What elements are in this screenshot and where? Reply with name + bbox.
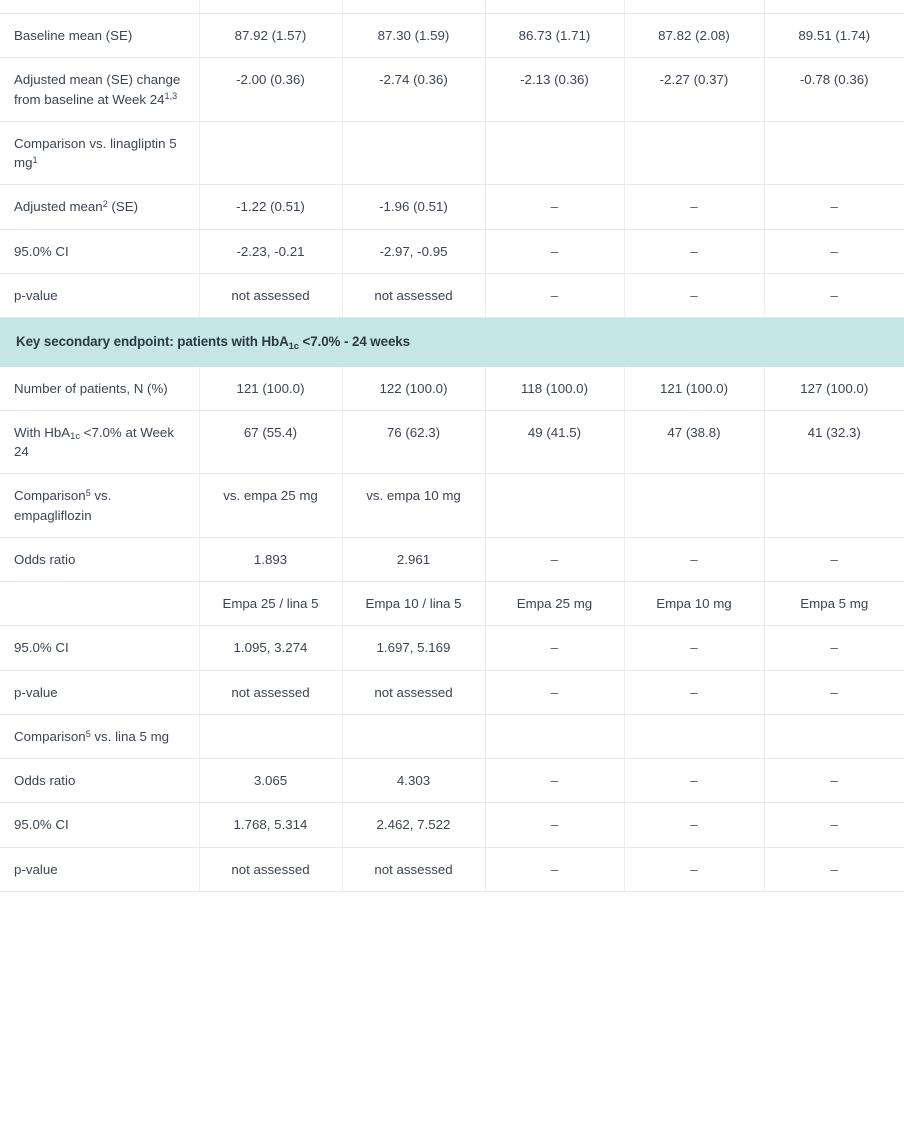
cell-ci-2-col2: 1.697, 5.169 (342, 626, 485, 670)
cell-baseline-mean-col1: 87.92 (1.57) (199, 14, 342, 58)
cell-odds-ratio-1-col1: 1.893 (199, 537, 342, 581)
row-label-adjusted-mean-change: Adjusted mean (SE) change from baseline at Week 24$^{1,3}$ (0, 58, 199, 122)
cell-comparison-vs-lina-2-col2 (342, 714, 485, 758)
row-label-comparison-vs-lina-2: Comparison$^5$ vs. lina 5 mg (0, 714, 199, 758)
row-label-ci-3: 95.0% CI (0, 803, 199, 847)
cell-p-value-1-col3: – (485, 273, 624, 317)
cell-ci-1-col1: -2.23, -0.21 (199, 229, 342, 273)
cell-baseline-mean-col5: 89.51 (1.74) (764, 14, 904, 58)
cell-ci-3-col1: 1.768, 5.314 (199, 803, 342, 847)
cell-comparison-vs-lina-1-col2 (342, 121, 485, 185)
cell-p-value-2-col1: not assessed (199, 670, 342, 714)
row-label-baseline-mean: Baseline mean (SE) (0, 14, 199, 58)
cell-number-of-patients-col5: 127 (100.0) (764, 366, 904, 410)
cell-p-value-3-col2: not assessed (342, 847, 485, 891)
table-row (0, 759, 904, 803)
cell-adjusted-mean-change-col5: -0.78 (0.36) (764, 58, 904, 122)
cell-comparison-vs-lina-1-col4 (624, 121, 764, 185)
cell-odds-ratio-2-col3: – (485, 759, 624, 803)
cell-odds-ratio-1-col5: – (764, 537, 904, 581)
cell-with-hba1c-under-7-col1: 67 (55.4) (199, 410, 342, 474)
cell-comparison-vs-lina-1-col5 (764, 121, 904, 185)
cell-ci-1-col2: -2.97, -0.95 (342, 229, 485, 273)
cell-adjusted-mean-se-col2: -1.96 (0.51) (342, 185, 485, 229)
cell-baseline-mean-col3: 86.73 (1.71) (485, 14, 624, 58)
row-label-ci-1: 95.0% CI (0, 229, 199, 273)
cell-p-value-3-col5: – (764, 847, 904, 891)
cell-number-of-patients-col2: 122 (100.0) (342, 366, 485, 410)
cell-comparison-vs-empagliflozin-col2: vs. empa 10 mg (342, 474, 485, 538)
cell-column-subheader-col5: Empa 5 mg (764, 582, 904, 626)
cell-comparison-vs-empagliflozin-col3 (485, 474, 624, 538)
cell-p-value-3-col1: not assessed (199, 847, 342, 891)
cell-adjusted-mean-se-col5: – (764, 185, 904, 229)
cell-p-value-2-col4: – (624, 670, 764, 714)
cell-p-value-1-col2: not assessed (342, 273, 485, 317)
section-banner-key-secondary-endpoint: Key secondary endpoint: patients with HbA$_{1c}$ <7.0% - 24 weeks (0, 318, 904, 366)
cell-baseline-mean-col4: 87.82 (2.08) (624, 14, 764, 58)
row-label-with-hba1c-under-7: With HbA$_{1c}$ <7.0% at Week 24 (0, 410, 199, 474)
cell-ci-2-col4: – (624, 626, 764, 670)
row-label-comparison-vs-lina-1: Comparison vs. linagliptin 5 $mg^1$ (0, 121, 199, 185)
cell-p-value-1-col4: – (624, 273, 764, 317)
cell-p-value-3-col3: – (485, 847, 624, 891)
cell-adjusted-mean-se-col1: -1.22 (0.51) (199, 185, 342, 229)
cell-adjusted-mean-se-col3: – (485, 185, 624, 229)
cell-comparison-vs-empagliflozin-col4 (624, 474, 764, 538)
cell-odds-ratio-1-col4: – (624, 537, 764, 581)
row-label-ci-2: 95.0% CI (0, 626, 199, 670)
table-row (0, 14, 904, 58)
cell-ci-3-col4: – (624, 803, 764, 847)
cell-odds-ratio-2-col1: 3.065 (199, 759, 342, 803)
cell-clipped-top-col3 (485, 0, 624, 14)
cell-adjusted-mean-se-col4: – (624, 185, 764, 229)
cell-ci-3-col3: – (485, 803, 624, 847)
cell-ci-2-col1: 1.095, 3.274 (199, 626, 342, 670)
table-row (0, 185, 904, 229)
row-label-p-value-1: p-value (0, 273, 199, 317)
cell-p-value-1-col1: not assessed (199, 273, 342, 317)
cell-column-subheader-col1: Empa 25 / lina 5 (199, 582, 342, 626)
cell-odds-ratio-1-col2: 2.961 (342, 537, 485, 581)
cell-with-hba1c-under-7-col2: 76 (62.3) (342, 410, 485, 474)
cell-p-value-2-col3: – (485, 670, 624, 714)
table-row (0, 273, 904, 317)
cell-with-hba1c-under-7-col4: 47 (38.8) (624, 410, 764, 474)
table-row (0, 803, 904, 847)
cell-p-value-2-col5: – (764, 670, 904, 714)
row-label-number-of-patients: Number of patients, N (%) (0, 366, 199, 410)
cell-odds-ratio-1-col3: – (485, 537, 624, 581)
cell-odds-ratio-2-col2: 4.303 (342, 759, 485, 803)
cell-clipped-top-col4 (624, 0, 764, 14)
cell-clipped-top-col1 (199, 0, 342, 14)
cell-clipped-top-col2 (342, 0, 485, 14)
cell-ci-1-col5: – (764, 229, 904, 273)
cell-comparison-vs-lina-2-col4 (624, 714, 764, 758)
cell-number-of-patients-col3: 118 (100.0) (485, 366, 624, 410)
cell-p-value-3-col4: – (624, 847, 764, 891)
cell-ci-2-col3: – (485, 626, 624, 670)
cell-ci-3-col2: 2.462, 7.522 (342, 803, 485, 847)
cell-comparison-vs-lina-2-col5 (764, 714, 904, 758)
cell-adjusted-mean-change-col1: -2.00 (0.36) (199, 58, 342, 122)
cell-with-hba1c-under-7-col3: 49 (41.5) (485, 410, 624, 474)
row-label-column-subheader (0, 582, 199, 626)
cell-comparison-vs-lina-2-col1 (199, 714, 342, 758)
row-label-adjusted-mean-se: Adjusted mean$^2$ (SE) (0, 185, 199, 229)
table-row (0, 474, 904, 538)
table-row (0, 410, 904, 474)
cell-odds-ratio-2-col4: – (624, 759, 764, 803)
cell-clipped-top-col5 (764, 0, 904, 14)
table-row (0, 626, 904, 670)
table-row (0, 537, 904, 581)
cell-comparison-vs-empagliflozin-col5 (764, 474, 904, 538)
table-row (0, 847, 904, 891)
cell-adjusted-mean-change-col4: -2.27 (0.37) (624, 58, 764, 122)
cell-ci-1-col4: – (624, 229, 764, 273)
table-row (0, 318, 904, 366)
cell-ci-1-col3: – (485, 229, 624, 273)
cell-odds-ratio-2-col5: – (764, 759, 904, 803)
row-label-odds-ratio-2: Odds ratio (0, 759, 199, 803)
cell-comparison-vs-lina-1-col3 (485, 121, 624, 185)
table-row (0, 714, 904, 758)
row-label-odds-ratio-1: Odds ratio (0, 537, 199, 581)
table-row (0, 58, 904, 122)
table-row (0, 582, 904, 626)
row-label-comparison-vs-empagliflozin: Comparison$^5$ vs. empagliflozin (0, 474, 199, 538)
table-row (0, 0, 904, 14)
cell-ci-2-col5: – (764, 626, 904, 670)
table-row (0, 229, 904, 273)
cell-comparison-vs-lina-1-col1 (199, 121, 342, 185)
table-row (0, 366, 904, 410)
cell-adjusted-mean-change-col3: -2.13 (0.36) (485, 58, 624, 122)
cell-number-of-patients-col1: 121 (100.0) (199, 366, 342, 410)
table-row (0, 121, 904, 185)
cell-comparison-vs-lina-2-col3 (485, 714, 624, 758)
cell-number-of-patients-col4: 121 (100.0) (624, 366, 764, 410)
row-label-p-value-3: p-value (0, 847, 199, 891)
cell-column-subheader-col2: Empa 10 / lina 5 (342, 582, 485, 626)
row-label-p-value-2: p-value (0, 670, 199, 714)
cell-column-subheader-col4: Empa 10 mg (624, 582, 764, 626)
cell-baseline-mean-col2: 87.30 (1.59) (342, 14, 485, 58)
cell-comparison-vs-empagliflozin-col1: vs. empa 25 mg (199, 474, 342, 538)
row-label-clipped-top (0, 0, 199, 14)
cell-adjusted-mean-change-col2: -2.74 (0.36) (342, 58, 485, 122)
cell-ci-3-col5: – (764, 803, 904, 847)
table-row (0, 670, 904, 714)
cell-p-value-1-col5: – (764, 273, 904, 317)
cell-with-hba1c-under-7-col5: 41 (32.3) (764, 410, 904, 474)
cell-column-subheader-col3: Empa 25 mg (485, 582, 624, 626)
cell-p-value-2-col2: not assessed (342, 670, 485, 714)
